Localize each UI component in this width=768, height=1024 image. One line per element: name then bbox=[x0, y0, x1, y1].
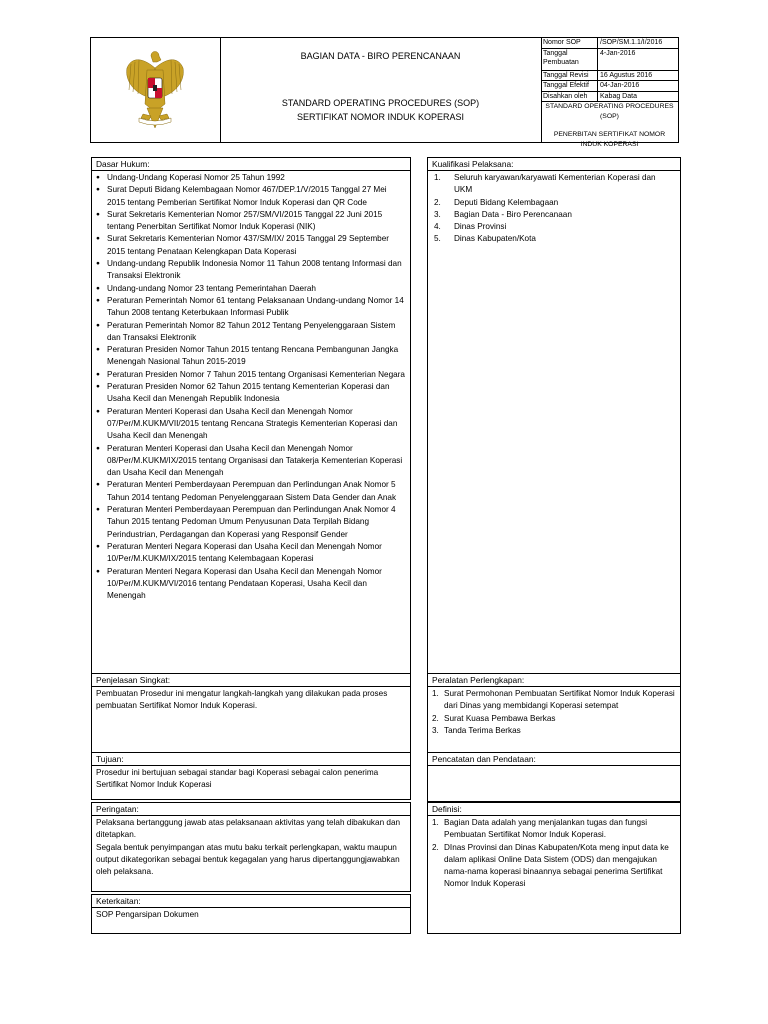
meta-key: Tanggal Revisi bbox=[541, 70, 598, 81]
legal-basis-item: ● Peraturan Menteri Pemberdayaan Perempuan dan Perlindungan Anak Nomor 5 Tahun 2014 tentang Pedoman Penyelenggaraan Sistem Data Gender dan Anak bbox=[96, 479, 406, 504]
keterkaitan-panel bbox=[91, 894, 411, 934]
equipment-item bbox=[432, 713, 676, 725]
list-number: 3. bbox=[432, 725, 439, 735]
peralatan-panel bbox=[427, 673, 681, 753]
header-title-block bbox=[220, 38, 542, 142]
meta-value: /SOP/SM.1.1/I/2016 bbox=[598, 38, 679, 48]
list-number: 4. bbox=[434, 222, 441, 232]
list-text: Dinas Kabupaten/Kota bbox=[454, 234, 536, 244]
list-text: DInas Provinsi dan Dinas Kabupaten/Kota meng input data ke dalam aplikasi Online Data Sistem (ODS) dan mengajukan nama-nama koperasi binaannya sebagai penerima Sertifikat Nomor Induk Koperasi bbox=[444, 842, 669, 889]
meta-footer-2: PENERBITAN SERTIFIKAT NOMOR INDUK KOPERASI bbox=[553, 131, 666, 149]
list-number: 2. bbox=[434, 197, 441, 207]
list-number: 1. bbox=[432, 818, 439, 827]
meta-key: Disahkan oleh bbox=[541, 91, 598, 102]
qualification-item bbox=[432, 197, 676, 209]
meta-value: 16 Agustus 2016 bbox=[598, 70, 679, 81]
list-text: Deputi Bidang Kelembagaan bbox=[454, 197, 559, 207]
list-number: 5. bbox=[434, 234, 441, 244]
peringatan-text-1: Pelaksana bertanggung jawab atas pelaksanaan aktivitas yang telah dibakukan dan ditetapkan. bbox=[96, 818, 401, 840]
list-number: 2. bbox=[432, 842, 439, 852]
garuda-emblem bbox=[91, 38, 221, 142]
legal-basis-item: ● Surat Deputi Bidang Kelembagaan Nomor 467/DEP.1/V/2015 Tanggal 27 Mei 2015 tentang Pemberian Sertifikat Nomor Induk Koperasi dan QR Code bbox=[96, 184, 406, 209]
legal-basis-item: ● Peraturan Presiden Nomor Tahun 2015 tentang Rencana Pembangunan Jangka Menengah Nasional Tahun 2015-2019 bbox=[96, 344, 406, 369]
list-number: 2. bbox=[432, 713, 439, 723]
penjelasan-text: Pembuatan Prosedur ini mengatur langkah-langkah yang dilakukan pada proses pembuatan Sertifikat Nomor Induk Koperasi. bbox=[96, 689, 388, 711]
pencatatan-panel bbox=[427, 752, 681, 802]
peralatan-list bbox=[432, 688, 676, 737]
definisi-panel bbox=[427, 802, 681, 934]
dasar-hukum-panel bbox=[91, 157, 411, 674]
penjelasan-panel bbox=[91, 673, 411, 753]
right-column bbox=[427, 157, 681, 934]
garuda-icon bbox=[91, 38, 220, 142]
legal-basis-item: ● Peraturan Menteri Negara Koperasi dan Usaha Kecil dan Menengah Nomor 10/Per/M.KUKM/VI/2016 tentang Pendataan Koperasi, Usaha Kecil dan Menengah bbox=[96, 566, 406, 603]
penjelasan-heading: Penjelasan Singkat: bbox=[92, 674, 410, 687]
sop-metadata-table bbox=[541, 38, 678, 149]
keterkaitan-heading: Keterkaitan: bbox=[92, 895, 410, 908]
definisi-list bbox=[432, 817, 676, 891]
tujuan-text: Prosedur ini bertujuan sebagai standar bagi Koperasi sebagai calon penerima Sertifikat Nomor Induk Koperasi bbox=[96, 768, 379, 790]
kualifikasi-list bbox=[432, 172, 676, 246]
list-number: 1. bbox=[434, 173, 441, 182]
tujuan-panel bbox=[91, 752, 411, 800]
organization-name: BAGIAN DATA - BIRO PERENCANAAN bbox=[300, 51, 461, 61]
list-number: 1. bbox=[432, 689, 439, 698]
meta-key: Tanggal Efektif bbox=[541, 81, 598, 92]
legal-basis-item: ● Undang-undang Nomor 23 tentang Pemerintahan Daerah bbox=[96, 283, 406, 295]
qualification-item bbox=[432, 209, 676, 221]
kualifikasi-heading: Kualifikasi Pelaksana: bbox=[428, 158, 680, 171]
document-title bbox=[220, 96, 541, 124]
legal-basis-item: ● Peraturan Menteri Negara Koperasi dan Usaha Kecil dan Menengah Nomor 10/Per/M.KUKM/IX/2015 tentang Kelembagaan Koperasi bbox=[96, 541, 406, 566]
meta-key: Tanggal Pembuatan bbox=[541, 48, 598, 70]
legal-basis-item: ● Undang-undang Republik Indonesia Nomor 11 Tahun 2008 tentang Informasi dan Transaksi Elektronik bbox=[96, 258, 406, 283]
legal-basis-item: ● Peraturan Pemerintah Nomor 61 tentang Pelaksanaan Undang-undang Nomor 14 Tahun 2008 tentang Keterbukaan Informasi Publik bbox=[96, 295, 406, 320]
legal-basis-item: ● Undang-Undang Koperasi Nomor 25 Tahun 1992 bbox=[96, 172, 406, 184]
meta-value: Kabag Data bbox=[598, 91, 679, 102]
legal-basis-item: ● Peraturan Presiden Nomor 7 Tahun 2015 tentang Organisasi Kementerian Negara bbox=[96, 369, 406, 381]
title-line-1: STANDARD OPERATING PROCEDURES (SOP) bbox=[281, 98, 480, 108]
list-text: Tanda Terima Berkas bbox=[444, 725, 521, 735]
kualifikasi-panel bbox=[427, 157, 681, 674]
list-text: Dinas Provinsi bbox=[454, 222, 507, 232]
list-text: Bagian Data - Biro Perencanaan bbox=[454, 209, 572, 219]
title-line-2: SERTIFIKAT NOMOR INDUK KOPERASI bbox=[296, 112, 465, 122]
equipment-item bbox=[432, 725, 676, 737]
sop-header bbox=[90, 37, 679, 149]
list-text: Surat Permohonan Pembuatan Sertifikat Nomor Induk Koperasi dari Dinas yang membidangi Koperasi setempat bbox=[444, 689, 675, 711]
qualification-item bbox=[432, 172, 676, 197]
definisi-heading: Definisi: bbox=[428, 803, 680, 816]
legal-basis-item: ● Surat Sekretaris Kementerian Nomor 437/SM/IX/ 2015 Tanggal 29 September 2015 tentang Penataan Kelengkapan Data Koperasi bbox=[96, 233, 406, 258]
peringatan-text-2: Segala bentuk penyimpangan atas mutu baku terkait perlengkapan, waktu maupun output dikategorikan sebagai bentuk kegagalan yang harus dipertanggungjawabkan oleh pelaksana. bbox=[96, 842, 400, 877]
peringatan-heading: Peringatan: bbox=[92, 803, 410, 816]
legal-basis-item: ● Peraturan Menteri Koperasi dan Usaha Kecil dan Menengah Nomor 07/Per/M.KUKM/VII/2015 tentang Rencana Strategis Kementerian Koperasi dan Usaha Kecil dan Menengah bbox=[96, 406, 406, 443]
dasar-hukum-heading: Dasar Hukum: bbox=[92, 158, 410, 171]
list-text: Surat Kuasa Pembawa Berkas bbox=[444, 713, 556, 723]
meta-value: 04-Jan-2016 bbox=[598, 81, 679, 92]
list-number: 3. bbox=[434, 209, 441, 219]
equipment-item bbox=[432, 688, 676, 713]
definition-item bbox=[432, 842, 676, 891]
legal-basis-item: ● Surat Sekretaris Kementerian Nomor 257/SM/VI/2015 Tanggal 22 Juni 2015 tentang Penerbitan Sertifikat Nomor Induk Koperasi (NIK) bbox=[96, 209, 406, 234]
legal-basis-item: ● Peraturan Menteri Pemberdayaan Perempuan dan Perlindungan Anak Nomor 4 Tahun 2015 tentang Pedoman Umum Penyusunan Data Terpilah Bidang Perindustrian, Perdagangan dan Koperasi yang Responsif Gender bbox=[96, 504, 406, 541]
left-column bbox=[91, 157, 411, 934]
pencatatan-heading: Pencatatan dan Pendataan: bbox=[428, 753, 680, 766]
peringatan-panel bbox=[91, 802, 411, 892]
legal-basis-item: ● Peraturan Pemerintah Nomor 82 Tahun 2012 Tentang Penyelenggaraan Sistem dan Transaksi Elektronik bbox=[96, 320, 406, 345]
keterkaitan-text: SOP Pengarsipan Dokumen bbox=[96, 910, 199, 919]
legal-basis-item: ● Peraturan Menteri Koperasi dan Usaha Kecil dan Menengah Nomor 08/Per/M.KUKM/IX/2015 tentang Organisasi dan Tatakerja Kementerian Koperasi dan Usaha Kecil dan Menengah bbox=[96, 443, 406, 480]
list-text: Seluruh karyawan/karyawati Kementerian Koperasi dan UKM bbox=[454, 173, 656, 195]
meta-key: Nomor SOP bbox=[541, 38, 598, 48]
list-text: Bagian Data adalah yang menjalankan tugas dan fungsi Pembuatan Sertifikat Nomor Induk Koperasi. bbox=[444, 818, 648, 840]
tujuan-heading: Tujuan: bbox=[92, 753, 410, 766]
legal-basis-item: ● Peraturan Presiden Nomor 62 Tahun 2015 tentang Kementerian Koperasi dan Usaha Kecil dan Menengah Republik Indonesia bbox=[96, 381, 406, 406]
dasar-hukum-list bbox=[96, 172, 406, 602]
meta-value: 4-Jan-2016 bbox=[598, 48, 679, 70]
peralatan-heading: Peralatan Perlengkapan: bbox=[428, 674, 680, 687]
definition-item bbox=[432, 817, 676, 842]
meta-footer-1: STANDARD OPERATING PROCEDURES (SOP) bbox=[545, 103, 674, 121]
qualification-item bbox=[432, 233, 676, 245]
qualification-item bbox=[432, 221, 676, 233]
